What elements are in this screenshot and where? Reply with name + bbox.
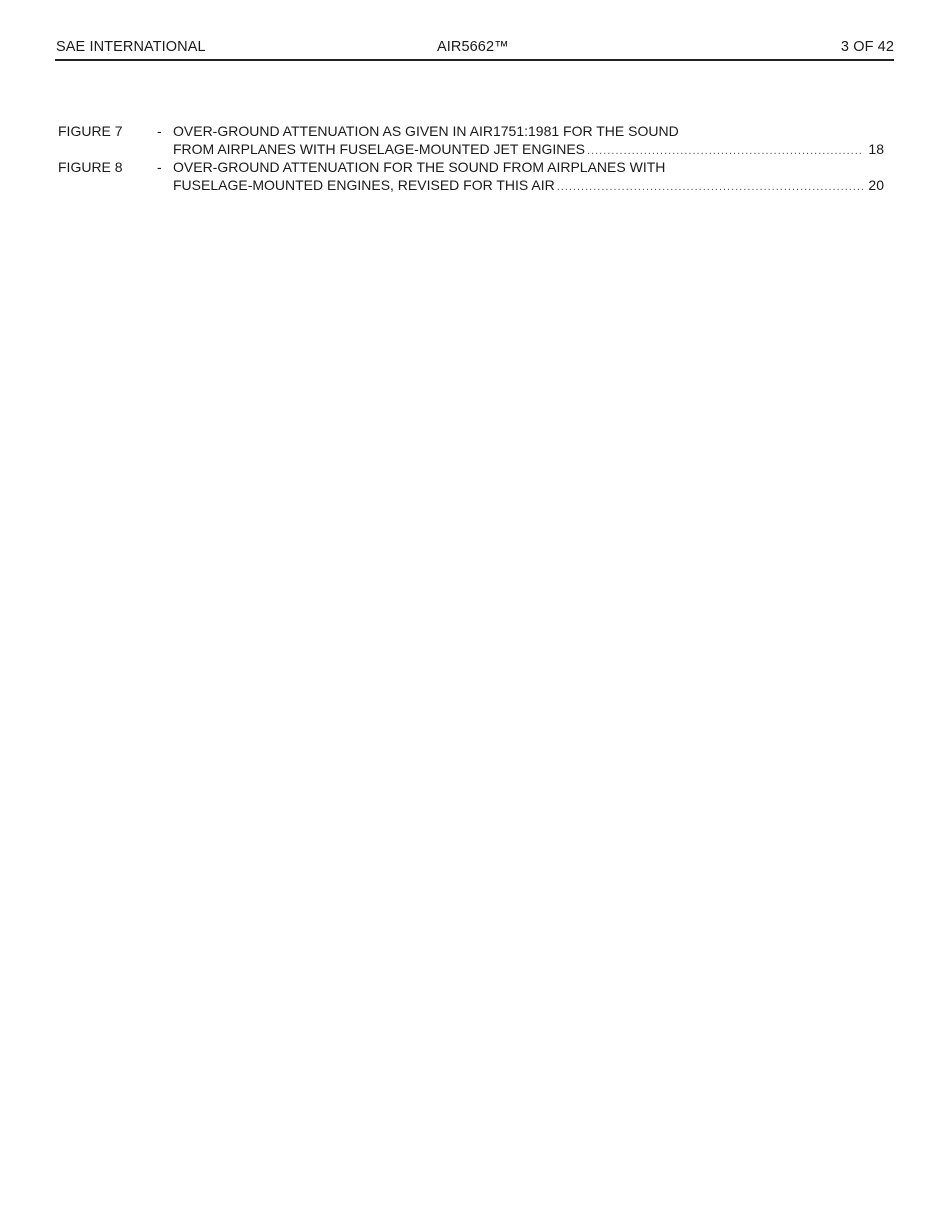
header-organization: SAE INTERNATIONAL <box>56 39 206 55</box>
toc-entry-figure-8 <box>58 158 884 194</box>
figure-title-line-2: FROM AIRPLANES WITH FUSELAGE-MOUNTED JET ENGINES <box>173 141 586 157</box>
figure-title-line-2-row <box>173 176 884 196</box>
figure-title-line-2-row <box>173 140 884 160</box>
figure-page-number: 20 <box>868 177 884 193</box>
figure-title-line-1: OVER-GROUND ATTENUATION FOR THE SOUND FROM AIRPLANES WITH <box>173 159 666 175</box>
list-of-figures <box>58 122 884 194</box>
figure-label: FIGURE 7 <box>58 123 123 139</box>
page-header <box>55 37 894 61</box>
header-document-id: AIR5662™ <box>437 39 509 55</box>
figure-title-line-1: OVER-GROUND ATTENUATION AS GIVEN IN AIR1751:1981 FOR THE SOUND <box>173 123 679 139</box>
toc-entry-figure-7 <box>58 122 884 158</box>
figure-title-line-2: FUSELAGE-MOUNTED ENGINES, REVISED FOR THIS AIR <box>173 177 555 193</box>
dot-leader <box>557 178 865 196</box>
figure-page-number: 18 <box>868 141 884 157</box>
figure-dash: - <box>157 159 162 175</box>
figure-dash: - <box>157 123 162 139</box>
header-page-number: 3 OF 42 <box>840 39 894 55</box>
figure-label: FIGURE 8 <box>58 159 123 175</box>
